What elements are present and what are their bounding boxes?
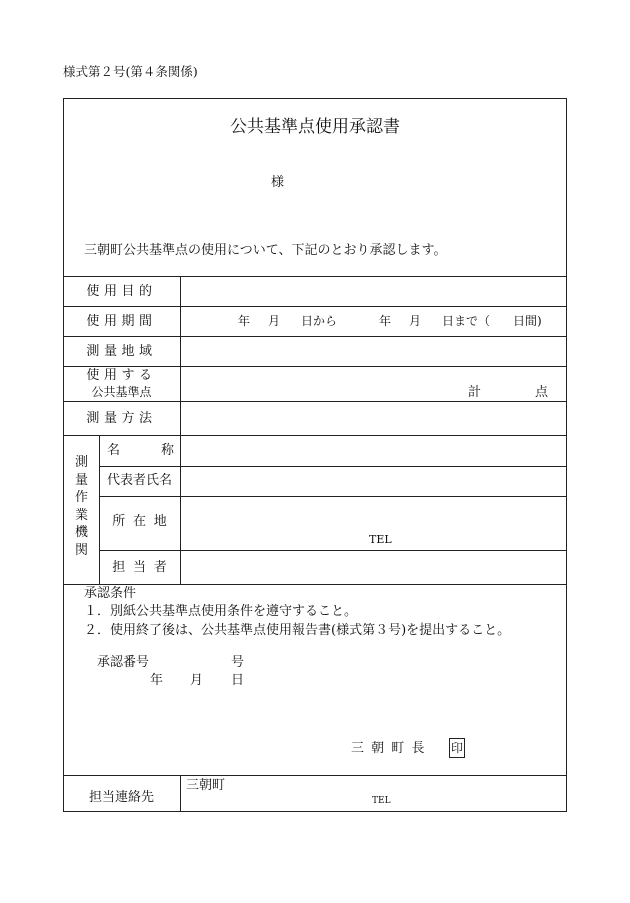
period-end-day: 日まで（ [442, 314, 491, 328]
divider [63, 401, 567, 402]
row-label-method: 測量方法 [86, 411, 157, 426]
row-label-period: 使用期間 [86, 314, 157, 329]
vertical-char: 機 [74, 525, 88, 541]
signer-title: 三朝町長 [351, 741, 432, 756]
points-total-kei: 計 [468, 385, 482, 400]
agency-person-label: 担当者 [112, 560, 175, 575]
document-title: 公共基準点使用承認書 [230, 117, 400, 137]
agency-name-label-a: 名 [107, 443, 121, 458]
divider [63, 276, 567, 277]
approval-form-frame [63, 98, 567, 812]
period-start-year: 年 [238, 314, 251, 328]
row-label-area: 測量地域 [86, 344, 157, 359]
agency-representative-label: 代表者氏名 [107, 473, 173, 488]
divider [99, 550, 567, 551]
divider [63, 775, 567, 776]
period-end-year: 年 [379, 314, 392, 328]
period-days: 日間) [513, 314, 542, 328]
approval-date-day: 日 [231, 673, 245, 688]
agency-address-label: 所在地 [112, 514, 175, 529]
vertical-char: 業 [74, 507, 88, 523]
contact-town: 三朝町 [186, 778, 226, 793]
column-divider [180, 276, 181, 584]
conditions-heading: 承認条件 [84, 586, 137, 601]
column-divider [180, 775, 181, 812]
approval-number-go: 号 [231, 655, 245, 670]
vertical-char: 関 [74, 542, 88, 558]
approval-statement: 三朝町公共基準点の使用について、下記のとおり承認します。 [84, 243, 447, 258]
row-label-purpose: 使用目的 [86, 284, 157, 299]
condition-item-2: ２．使用終了後は、公共基準点使用報告書(様式第３号)を提出すること。 [84, 623, 511, 638]
divider [63, 306, 567, 307]
divider [63, 336, 567, 337]
approval-date-year: 年 [150, 673, 164, 688]
contact-label: 担当連絡先 [88, 790, 154, 805]
recipient-honorific: 様 [271, 175, 285, 190]
row-label-points-line1: 使用する [86, 368, 157, 383]
period-end-month: 月 [409, 314, 422, 328]
approval-date-month: 月 [190, 673, 204, 688]
form-number-label: 様式第２号(第４条関係) [63, 64, 198, 79]
vertical-char: 測 [74, 455, 88, 470]
condition-item-1: １．別紙公共基準点使用条件を遵守すること。 [84, 604, 358, 619]
divider [63, 366, 567, 367]
contact-tel: TEL [372, 796, 391, 806]
vertical-char: 作 [74, 490, 88, 506]
agency-name-label-b: 称 [161, 443, 175, 458]
vertical-char: 量 [74, 472, 88, 488]
approval-number-label: 承認番号 [97, 655, 150, 670]
points-total-ten: 点 [535, 385, 549, 400]
period-start-month: 月 [268, 314, 281, 328]
agency-tel-label: TEL [369, 533, 392, 546]
divider [99, 496, 567, 497]
divider [99, 466, 567, 467]
row-label-points-line2: 公共基準点 [91, 385, 152, 399]
divider [63, 584, 567, 585]
period-start-day: 日から [301, 314, 338, 328]
seal-box: 印 [449, 738, 465, 758]
survey-agency-vertical-label [64, 454, 99, 559]
divider [63, 435, 567, 436]
